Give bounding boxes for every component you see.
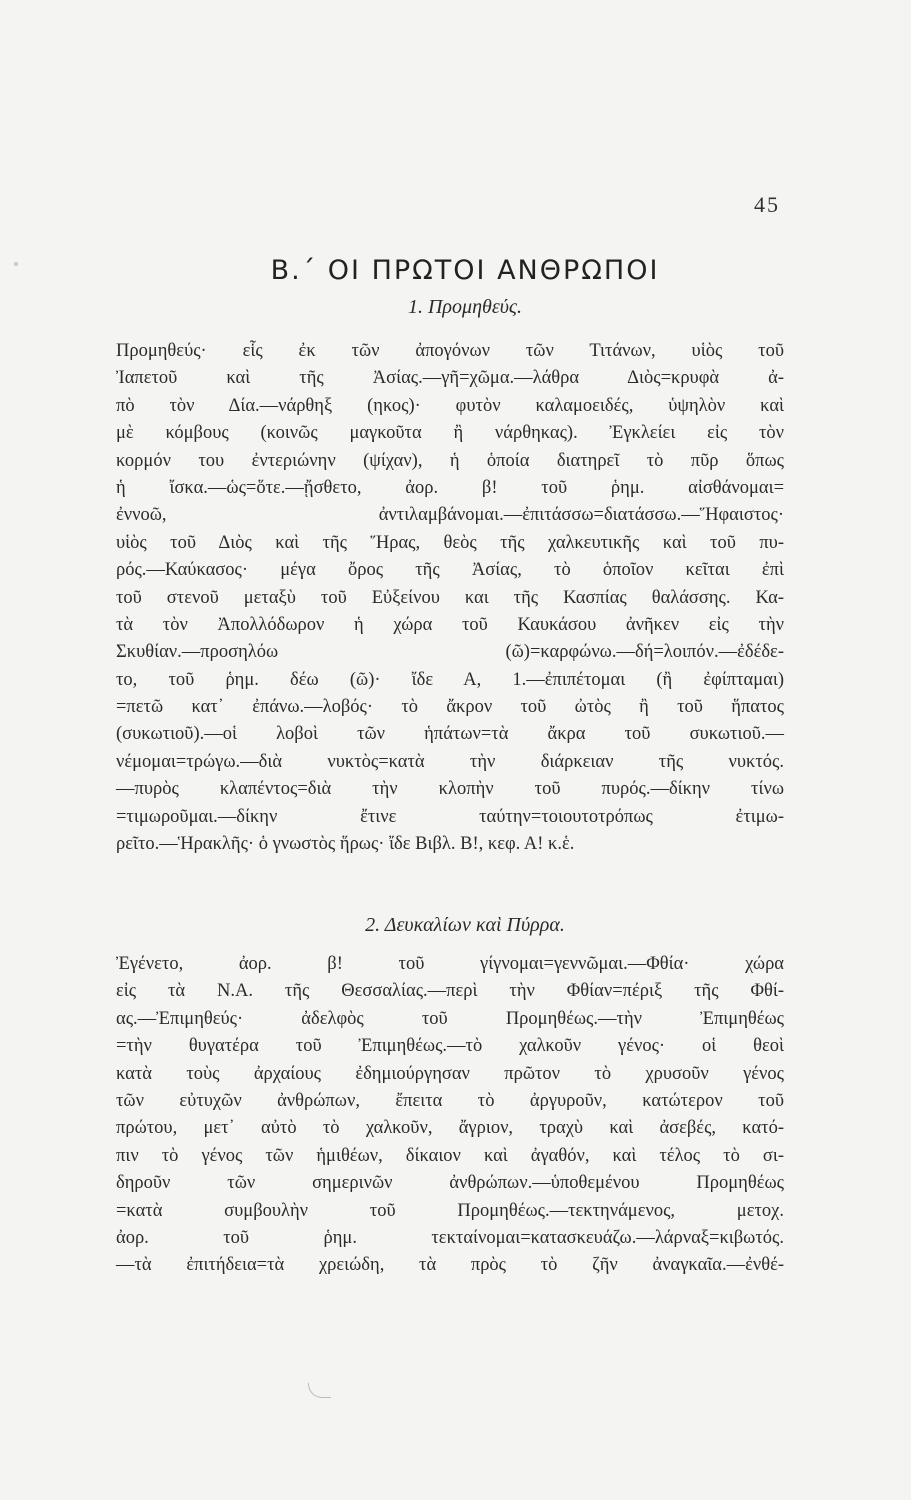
text-line: =τιμωροῦμαι.—δίκην ἔτινε ταύτην=τοιουτοτρόπως ἐτιμω- (116, 806, 784, 827)
text-line: εἰς τὰ Ν.Α. τῆς Θεσσαλίας.—περὶ τὴν Φθίαν=πέριξ τῆς Φθί- (116, 981, 784, 1002)
section-2-text (116, 951, 784, 1280)
text-line: =κατὰ συμβουλὴν τοῦ Προμηθέως.—τεκτηνάμενος, μετοχ. (116, 1200, 784, 1221)
text-line: το, τοῦ ῥημ. δέω (ῶ)· ἴδε Α, 1.—ἐπιπέτομαι (ἢ ἐφίπταμαι) (116, 669, 784, 690)
text-line: =τὴν θυγατέρα τοῦ Ἐπιμηθέως.—τὸ χαλκοῦν γένος· οἱ θεοὶ (116, 1036, 784, 1057)
text-line: ἡ ἴσκα.—ὡς=ὅτε.—ᾔσθετο, ἀορ. β! τοῦ ῥημ. αἰσθάνομαι= (116, 477, 784, 498)
section-1-text (116, 338, 784, 858)
text-line: —πυρὸς κλαπέντος=διὰ τὴν κλοπὴν τοῦ πυρός.—δίκην τίνω (116, 779, 784, 800)
paper-speck (14, 262, 18, 266)
text-line: ας.—Ἐπιμηθεύς· ἀδελφὸς τοῦ Προμηθέως.—τὴν Ἐπιμηθέως (116, 1008, 784, 1029)
chapter-title: Β.΄ ΟΙ ΠΡΩΤΟΙ ΑΝΘΡΩΠΟΙ (270, 255, 660, 286)
text-line: δηροῦν τῶν σημερινῶν ἀνθρώπων.—ὑποθεμένου Προμηθέως (116, 1173, 784, 1194)
section-heading-deucalion-pyrrha: 2. Δευκαλίων καὶ Πύρρα. (365, 914, 565, 936)
section-heading-prometheus: 1. Προμηθεύς. (407, 296, 522, 318)
text-line: νέμομαι=τρώγω.—διὰ νυκτὸς=κατὰ τὴν διάρκειαν τῆς νυκτός. (116, 751, 784, 772)
text-line: Ἐγένετο, ἀορ. β! τοῦ γίγνομαι=γεννῶμαι.—Φθία· χώρα (116, 954, 784, 974)
text-line: τὰ τὸν Ἀπολλόδωρον ἡ χώρα τοῦ Καυκάσου ἀνῆκεν εἰς τὴν (116, 614, 784, 635)
text-line: (συκωτιοῦ).—οἱ λοβοὶ τῶν ἡπάτων=τὰ ἄκρα τοῦ συκωτιοῦ.— (116, 724, 784, 745)
text-line: μὲ κόμβους (κοινῶς μαγκοῦτα ἢ νάρθηκας). Ἐγκλείει εἰς τὸν (116, 423, 784, 444)
text-line: Ἰαπετοῦ καὶ τῆς Ἀσίας.—γῆ=χῶμα.—λάθρα Διὸς=κρυφὰ ἀ- (116, 368, 784, 389)
text-line: πὸ τὸν Δία.—νάρθηξ (ηκος)· φυτὸν καλαμοειδές, ὑψηλὸν καὶ (116, 395, 784, 416)
text-line: Προμηθεύς· εἷς ἐκ τῶν ἀπογόνων τῶν Τιτάνων, υἱὸς τοῦ (116, 341, 784, 361)
text-line: Σκυθίαν.—προσηλόω (ῶ)=καρφώνω.—δή=λοιπόν.—ἐδέδε- (116, 642, 784, 663)
text-line: ἐννοῶ, ἀντιλαμβάνομαι.—ἐπιτάσσω=διατάσσω.—Ἥφαιστος· (116, 505, 784, 526)
text-line: υἱὸς τοῦ Διὸς καὶ τῆς Ἥρας, θεὸς τῆς χαλκευτικῆς καὶ τοῦ πυ- (116, 532, 784, 553)
text-line: ρεῖτο.—Ἡρακλῆς· ὁ γνωστὸς ἥρως· ἴδε Βιβλ. Β!, κεφ. Α! κ.ἑ. (116, 834, 575, 855)
text-line: κορμόν του ἐντεριώνην (ψίχαν), ἡ ὁποία διατηρεῖ τὸ πῦρ ὅπως (116, 450, 784, 471)
text-line: πρώτου, μετ᾽ αὐτὸ τὸ χαλκοῦν, ἄγριον, τραχὺ καὶ ἀσεβές, κατό- (116, 1118, 784, 1139)
text-line: ἀορ. τοῦ ῥημ. τεκταίνομαι=κατασκευάζω.—λάρναξ=κιβωτός. (116, 1227, 784, 1248)
text-line: κατὰ τοὺς ἀρχαίους ἐδημιούργησαν πρῶτον τὸ χρυσοῦν γένος (116, 1063, 784, 1084)
text-line: ρός.—Καύκασος· μέγα ὄρος τῆς Ἀσίας, τὸ ὁποῖον κεῖται ἐπὶ (116, 560, 784, 581)
page-number: 45 (754, 192, 780, 217)
text-line: τῶν εὐτυχῶν ἀνθρώπων, ἔπειτα τὸ ἀργυροῦν, κατώτερον τοῦ (116, 1090, 784, 1111)
text-line: =πετῶ κατ᾽ ἐπάνω.—λοβός· τὸ ἄκρον τοῦ ὠτὸς ἢ τοῦ ἥπατος (116, 697, 784, 718)
text-line: —τὰ ἐπιτήδεια=τὰ χρειώδη, τὰ πρὸς τὸ ζῆν ἀναγκαῖα.—ἐνθέ- (116, 1255, 784, 1276)
pencil-mark (308, 1383, 331, 1398)
text-line: πιν τὸ γένος τῶν ἡμιθέων, δίκαιον καὶ ἀγαθόν, καὶ τέλος τὸ σι- (116, 1145, 784, 1166)
text-line: τοῦ στενοῦ μεταξὺ τοῦ Εὐξείνου και τῆς Κασπίας θαλάσσης. Κα- (116, 587, 784, 608)
